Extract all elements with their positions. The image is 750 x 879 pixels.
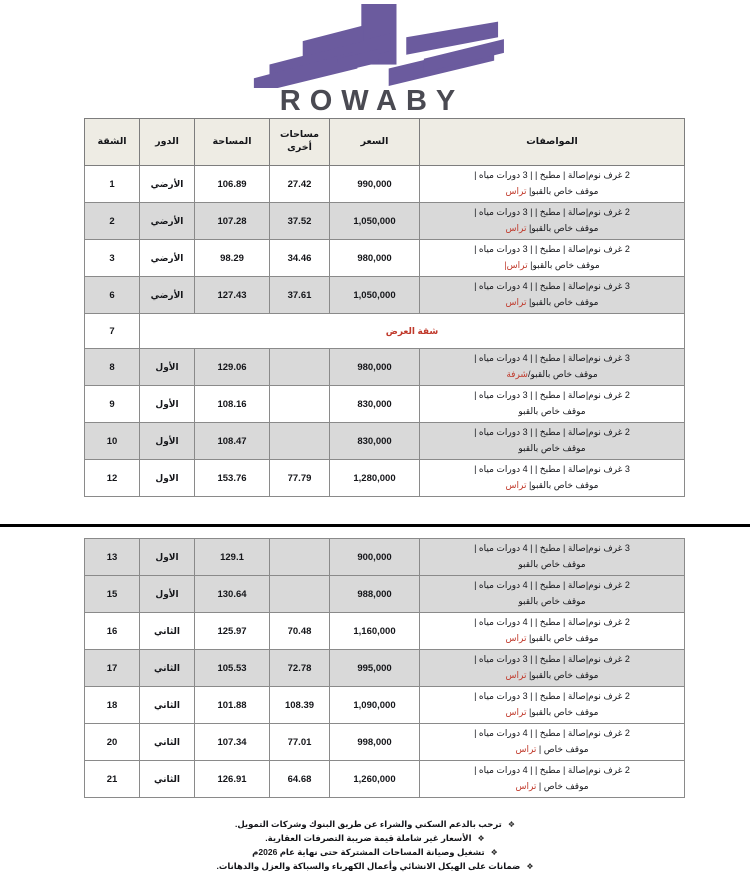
specs-highlight-tag: تراس <box>505 186 527 196</box>
specs-line-primary: 3 غرف نوم|صالة | مطبخ | | 4 دورات مياه | <box>474 353 630 364</box>
cell-floor: الأرضي <box>140 166 195 203</box>
specs-line-secondary <box>420 594 684 610</box>
footer-notes <box>0 818 750 874</box>
cell-area: 129.1 <box>195 539 270 576</box>
cell-apartment: 9 <box>85 386 140 423</box>
cell-apartment: 20 <box>85 724 140 761</box>
table-row <box>85 539 685 576</box>
specs-highlight-tag: تراس <box>505 480 527 490</box>
cell-specifications <box>420 349 685 386</box>
header-other-areas-line2: أخرى <box>287 142 312 153</box>
cell-area: 129.06 <box>195 349 270 386</box>
cell-area: 125.97 <box>195 613 270 650</box>
cell-area: 108.47 <box>195 423 270 460</box>
cell-apartment: 12 <box>85 460 140 497</box>
rowaby-calligraphy-mark <box>239 4 511 88</box>
cell-other-areas <box>270 349 330 386</box>
cell-price: 830,000 <box>330 423 420 460</box>
cell-apartment: 1 <box>85 166 140 203</box>
table-row <box>85 761 685 798</box>
table-row <box>85 203 685 240</box>
specs-parking-text: موقف خاص بالقبو| <box>526 480 599 490</box>
cell-area: 126.91 <box>195 761 270 798</box>
cell-floor: الأول <box>140 349 195 386</box>
bullet-diamond-icon: ❖ <box>526 861 534 871</box>
footer-note-item <box>0 860 750 874</box>
cell-apartment: 21 <box>85 761 140 798</box>
specs-highlight-tag: تراس| <box>504 260 528 270</box>
header-floor: الدور <box>140 119 195 166</box>
price-table-page-one <box>85 118 685 497</box>
cell-floor: الثاني <box>140 687 195 724</box>
bullet-diamond-icon: ❖ <box>490 847 498 857</box>
cell-specifications <box>420 423 685 460</box>
cell-price: 995,000 <box>330 650 420 687</box>
table-row-note <box>85 314 685 349</box>
specs-highlight-tag: تراس <box>515 781 537 791</box>
cell-specifications <box>420 203 685 240</box>
specs-line-secondary <box>420 295 684 311</box>
header-other-areas <box>270 119 330 166</box>
page-divider <box>0 524 750 527</box>
cell-apartment: 18 <box>85 687 140 724</box>
cell-floor: الأرضي <box>140 240 195 277</box>
table-row <box>85 349 685 386</box>
cell-price: 1,050,000 <box>330 277 420 314</box>
cell-floor: الأرضي <box>140 203 195 240</box>
cell-specifications <box>420 761 685 798</box>
cell-specifications <box>420 166 685 203</box>
cell-price: 1,260,000 <box>330 761 420 798</box>
footer-note-item <box>0 832 750 846</box>
cell-specifications <box>420 724 685 761</box>
specs-line-primary: 2 غرف نوم|صالة | مطبخ | | 3 دورات مياه | <box>474 427 630 438</box>
specs-line-primary: 2 غرف نوم|صالة | مطبخ | | 3 دورات مياه | <box>474 244 630 255</box>
specs-parking-text: موقف خاص بالقبو| <box>526 633 599 643</box>
specs-line-secondary <box>420 631 684 647</box>
cell-floor: الاول <box>140 460 195 497</box>
cell-other-areas: 34.46 <box>270 240 330 277</box>
cell-floor: الأول <box>140 423 195 460</box>
specs-highlight-tag: تراس <box>505 297 527 307</box>
specs-highlight-tag: تراس <box>515 744 537 754</box>
table-row <box>85 423 685 460</box>
table-row <box>85 240 685 277</box>
table-header-row <box>85 119 685 166</box>
cell-price: 900,000 <box>330 539 420 576</box>
table-row <box>85 650 685 687</box>
cell-price: 1,160,000 <box>330 613 420 650</box>
bullet-diamond-icon: ❖ <box>507 820 516 829</box>
brand-logo <box>0 0 750 118</box>
cell-other-areas: 108.39 <box>270 687 330 724</box>
footer-note-text: ضمانات على الهيكل الانشائي وأعمال الكهرباء والسباكة والعزل والدهانات. <box>216 860 521 871</box>
cell-other-areas <box>270 576 330 613</box>
price-table-page-two <box>85 538 685 798</box>
specs-line-primary: 2 غرف نوم|صالة | مطبخ | | 3 دورات مياه | <box>474 170 630 181</box>
price-table-body <box>85 166 685 497</box>
table-row <box>85 277 685 314</box>
cell-price: 988,000 <box>330 576 420 613</box>
specs-line-primary: 2 غرف نوم|صالة | مطبخ | | 4 دورات مياه | <box>474 765 630 776</box>
specs-line-secondary <box>420 221 684 237</box>
cell-floor: الثاني <box>140 724 195 761</box>
specs-line-secondary <box>420 557 684 573</box>
cell-specifications <box>420 277 685 314</box>
cell-other-areas <box>270 386 330 423</box>
cell-area: 127.43 <box>195 277 270 314</box>
cell-other-areas: 72.78 <box>270 650 330 687</box>
specs-line-secondary <box>420 705 684 721</box>
cell-other-areas: 70.48 <box>270 613 330 650</box>
cell-other-areas: 37.52 <box>270 203 330 240</box>
cell-floor: الاول <box>140 539 195 576</box>
cell-other-areas: 27.42 <box>270 166 330 203</box>
header-apartment: الشقة <box>85 119 140 166</box>
specs-line-secondary <box>420 367 684 383</box>
cell-other-areas: 64.68 <box>270 761 330 798</box>
cell-floor: الثاني <box>140 613 195 650</box>
cell-floor: الأرضي <box>140 277 195 314</box>
specs-parking-text: موقف خاص بالقبو <box>518 443 586 453</box>
price-table <box>84 118 685 497</box>
cell-other-areas: 77.01 <box>270 724 330 761</box>
specs-parking-text: موقف خاص | <box>536 744 589 754</box>
specs-parking-text: موقف خاص بالقبو| <box>526 223 599 233</box>
bullet-diamond-icon: ❖ <box>477 833 485 843</box>
cell-price: 1,050,000 <box>330 203 420 240</box>
price-table-continued <box>84 538 685 798</box>
table-row <box>85 724 685 761</box>
cell-price: 980,000 <box>330 349 420 386</box>
specs-line-secondary <box>420 742 684 758</box>
cell-specifications <box>420 613 685 650</box>
cell-specifications <box>420 687 685 724</box>
specs-line-primary: 2 غرف نوم|صالة | مطبخ | | 4 دورات مياه | <box>474 617 630 628</box>
cell-apartment: 17 <box>85 650 140 687</box>
specs-parking-text: موقف خاص بالقبو| <box>526 186 599 196</box>
specs-line-secondary <box>420 258 684 274</box>
specs-line-secondary <box>420 668 684 684</box>
specs-line-secondary <box>420 404 684 420</box>
specs-highlight-tag: تراس <box>505 223 527 233</box>
specs-line-primary: 2 غرف نوم|صالة | مطبخ | | 3 دورات مياه | <box>474 654 630 665</box>
cell-floor: الثاني <box>140 650 195 687</box>
specs-line-primary: 3 غرف نوم|صالة | مطبخ | | 4 دورات مياه | <box>474 281 630 292</box>
cell-area: 98.29 <box>195 240 270 277</box>
cell-specifications <box>420 650 685 687</box>
specs-parking-text: موقف خاص | <box>536 781 589 791</box>
cell-apartment: 8 <box>85 349 140 386</box>
specs-highlight-tag: تراس <box>505 707 527 717</box>
specs-highlight-tag: تراس <box>505 670 527 680</box>
cell-price: 1,090,000 <box>330 687 420 724</box>
specs-line-secondary <box>420 441 684 457</box>
cell-apartment: 13 <box>85 539 140 576</box>
price-table-body-continued <box>85 539 685 798</box>
cell-area: 108.16 <box>195 386 270 423</box>
cell-price: 830,000 <box>330 386 420 423</box>
specs-line-primary: 2 غرف نوم|صالة | مطبخ | | 4 دورات مياه | <box>474 728 630 739</box>
cell-area: 153.76 <box>195 460 270 497</box>
specs-parking-text: موقف خاص بالقبو/ <box>527 369 598 379</box>
table-row <box>85 166 685 203</box>
cell-display-apartment-note: شقة العرض <box>140 314 685 349</box>
header-area: المساحة <box>195 119 270 166</box>
cell-specifications <box>420 386 685 423</box>
cell-area: 107.34 <box>195 724 270 761</box>
cell-specifications <box>420 240 685 277</box>
specs-parking-text: موقف خاص بالقبو <box>518 596 586 606</box>
cell-apartment: 7 <box>85 314 140 349</box>
table-row <box>85 687 685 724</box>
cell-specifications <box>420 576 685 613</box>
footer-note-text: الأسعار غير شاملة قيمة ضريبة التصرفات العقارية. <box>265 832 472 843</box>
specs-line-primary: 2 غرف نوم|صالة | مطبخ | | 4 دورات مياه | <box>474 580 630 591</box>
cell-apartment: 6 <box>85 277 140 314</box>
specs-parking-text: موقف خاص بالقبو <box>518 406 586 416</box>
table-row <box>85 460 685 497</box>
cell-floor: الأول <box>140 576 195 613</box>
cell-price: 980,000 <box>330 240 420 277</box>
header-specifications: المواصفات <box>420 119 685 166</box>
cell-price: 990,000 <box>330 166 420 203</box>
cell-other-areas: 37.61 <box>270 277 330 314</box>
specs-line-secondary <box>420 478 684 494</box>
footer-note-text: تشغيل وصيانة المساحات المشتركة حتى نهاية عام 2026م <box>252 846 485 857</box>
specs-line-primary: 2 غرف نوم|صالة | مطبخ | | 3 دورات مياه | <box>474 691 630 702</box>
specs-line-primary: 2 غرف نوم|صالة | مطبخ | | 3 دورات مياه | <box>474 390 630 401</box>
cell-other-areas <box>270 423 330 460</box>
cell-apartment: 16 <box>85 613 140 650</box>
cell-price: 998,000 <box>330 724 420 761</box>
cell-apartment: 2 <box>85 203 140 240</box>
footer-note-item <box>0 818 750 832</box>
header-other-areas-line1: مساحات <box>279 129 320 141</box>
cell-other-areas: 77.79 <box>270 460 330 497</box>
specs-line-primary: 3 غرف نوم|صالة | مطبخ | | 4 دورات مياه | <box>474 464 630 475</box>
cell-apartment: 10 <box>85 423 140 460</box>
footer-note-text: ترحب بالدعم السكني والشراء عن طريق البنوك وشركات التمويل. <box>234 819 502 829</box>
specs-line-primary: 2 غرف نوم|صالة | مطبخ | | 3 دورات مياه | <box>474 207 630 218</box>
footer-note-item <box>0 846 750 860</box>
specs-highlight-tag: شرفة <box>506 369 528 379</box>
specs-parking-text: موقف خاص بالقبو| <box>526 670 599 680</box>
specs-parking-text: موقف خاص بالقبو| <box>526 297 599 307</box>
specs-line-primary: 3 غرف نوم|صالة | مطبخ | | 4 دورات مياه | <box>474 543 630 554</box>
specs-line-secondary <box>420 779 684 795</box>
cell-floor: الثاني <box>140 761 195 798</box>
specs-line-secondary <box>420 184 684 200</box>
cell-specifications <box>420 539 685 576</box>
cell-area: 105.53 <box>195 650 270 687</box>
cell-floor: الأول <box>140 386 195 423</box>
header-price: السعر <box>330 119 420 166</box>
table-row <box>85 576 685 613</box>
table-row <box>85 386 685 423</box>
specs-highlight-tag: تراس <box>505 633 527 643</box>
specs-parking-text: موقف خاص بالقبو| <box>527 260 600 270</box>
table-row <box>85 613 685 650</box>
cell-area: 130.64 <box>195 576 270 613</box>
cell-specifications <box>420 460 685 497</box>
specs-parking-text: موقف خاص بالقبو <box>518 559 586 569</box>
cell-area: 107.28 <box>195 203 270 240</box>
specs-parking-text: موقف خاص بالقبو| <box>526 707 599 717</box>
cell-apartment: 15 <box>85 576 140 613</box>
cell-price: 1,280,000 <box>330 460 420 497</box>
cell-apartment: 3 <box>85 240 140 277</box>
cell-area: 101.88 <box>195 687 270 724</box>
cell-area: 106.89 <box>195 166 270 203</box>
brand-wordmark: ROWABY <box>279 85 465 117</box>
cell-other-areas <box>270 539 330 576</box>
